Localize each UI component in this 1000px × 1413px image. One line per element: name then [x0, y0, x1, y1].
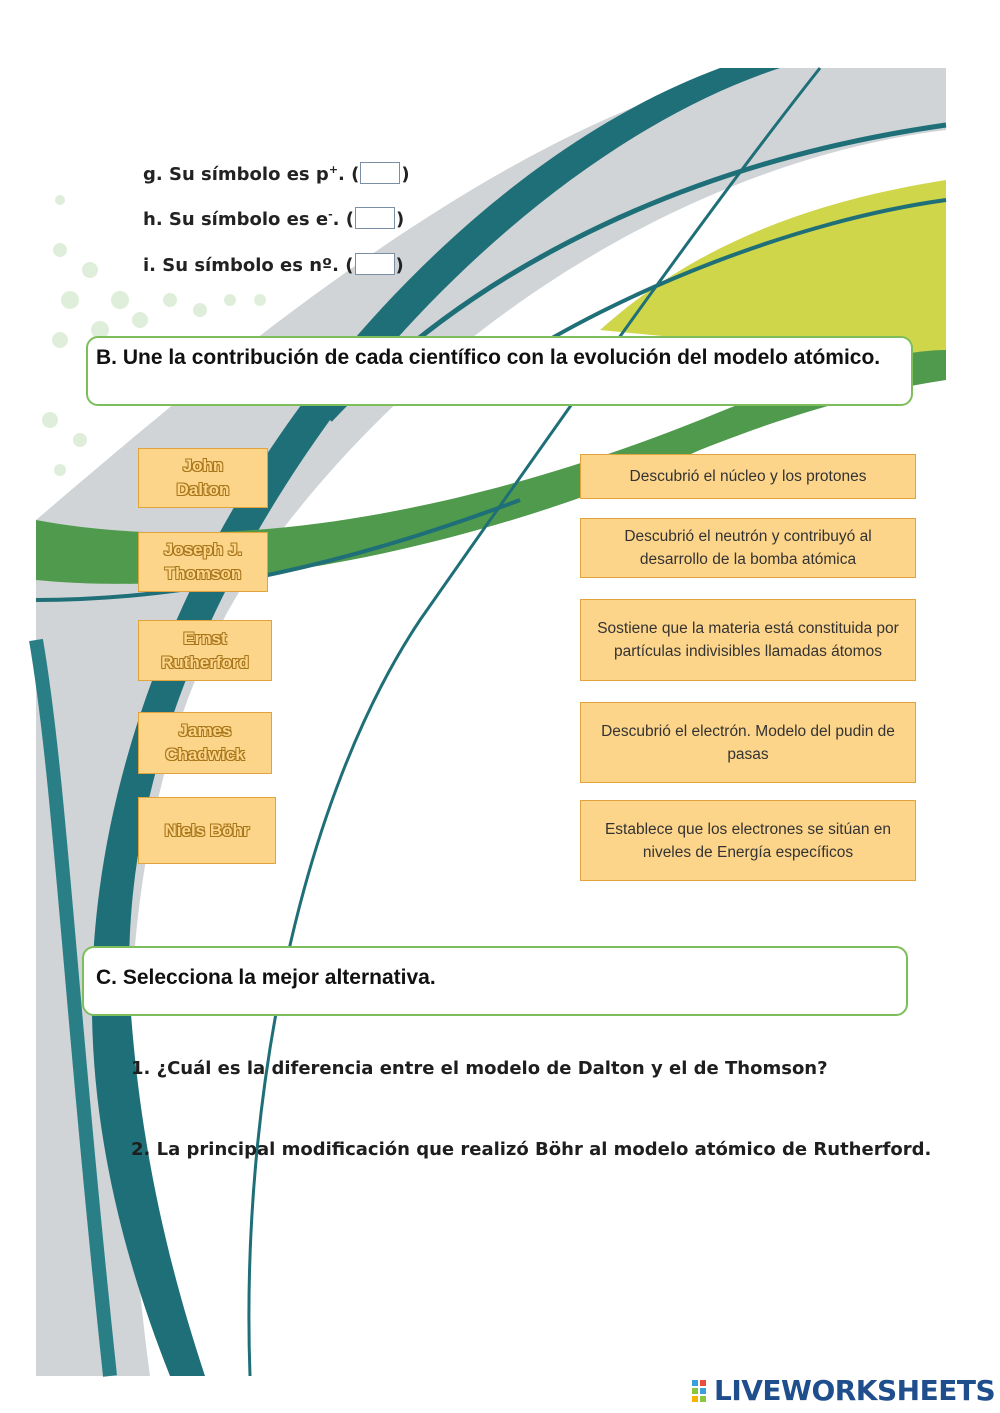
contribution-4[interactable]: Descubrió el electrón. Modelo del pudin de pasas — [580, 702, 916, 783]
scientist-dalton[interactable]: John Dalton — [138, 448, 268, 508]
contribution-2[interactable]: Descubrió el neutrón y contribuyó al desarrollo de la bomba atómica — [580, 518, 916, 578]
answer-box-g[interactable] — [360, 162, 400, 184]
scientist-rutherford[interactable]: Ernst Rutherford — [138, 620, 272, 681]
question-g: g. Su símbolo es p+. ( ) — [143, 163, 410, 185]
question-h: h. Su símbolo es e-. ( ) — [143, 208, 405, 230]
liveworksheets-logo-icon — [692, 1378, 714, 1404]
scientist-thomson[interactable]: Joseph J. Thomson — [138, 532, 268, 592]
scientist-bohr[interactable]: Niels Böhr — [138, 797, 276, 864]
scientist-chadwick[interactable]: James Chadwick — [138, 712, 272, 774]
question-c-1: 1. ¿Cuál es la diferencia entre el modelo de Dalton y el de Thomson? — [131, 1058, 828, 1079]
section-b-title: B. Une la contribución de cada científico con la evolución del modelo atómico. — [86, 336, 913, 406]
section-c-title: C. Selecciona la mejor alternativa. — [82, 946, 908, 1016]
answer-box-i[interactable] — [355, 253, 395, 275]
question-i: i. Su símbolo es nº. ( ) — [143, 255, 404, 276]
answer-box-h[interactable] — [355, 207, 395, 229]
contribution-5[interactable]: Establece que los electrones se sitúan en niveles de Energía específicos — [580, 800, 916, 881]
contribution-1[interactable]: Descubrió el núcleo y los protones — [580, 454, 916, 499]
contribution-3[interactable]: Sostiene que la materia está constituida por partículas indivisibles llamadas átomos — [580, 599, 916, 681]
liveworksheets-wordmark: LIVEWORKSHEETS — [714, 1374, 996, 1407]
liveworksheets-logo — [692, 1374, 995, 1407]
question-c-2: 2. La principal modificación que realizó Böhr al modelo atómico de Rutherford. — [131, 1139, 932, 1160]
